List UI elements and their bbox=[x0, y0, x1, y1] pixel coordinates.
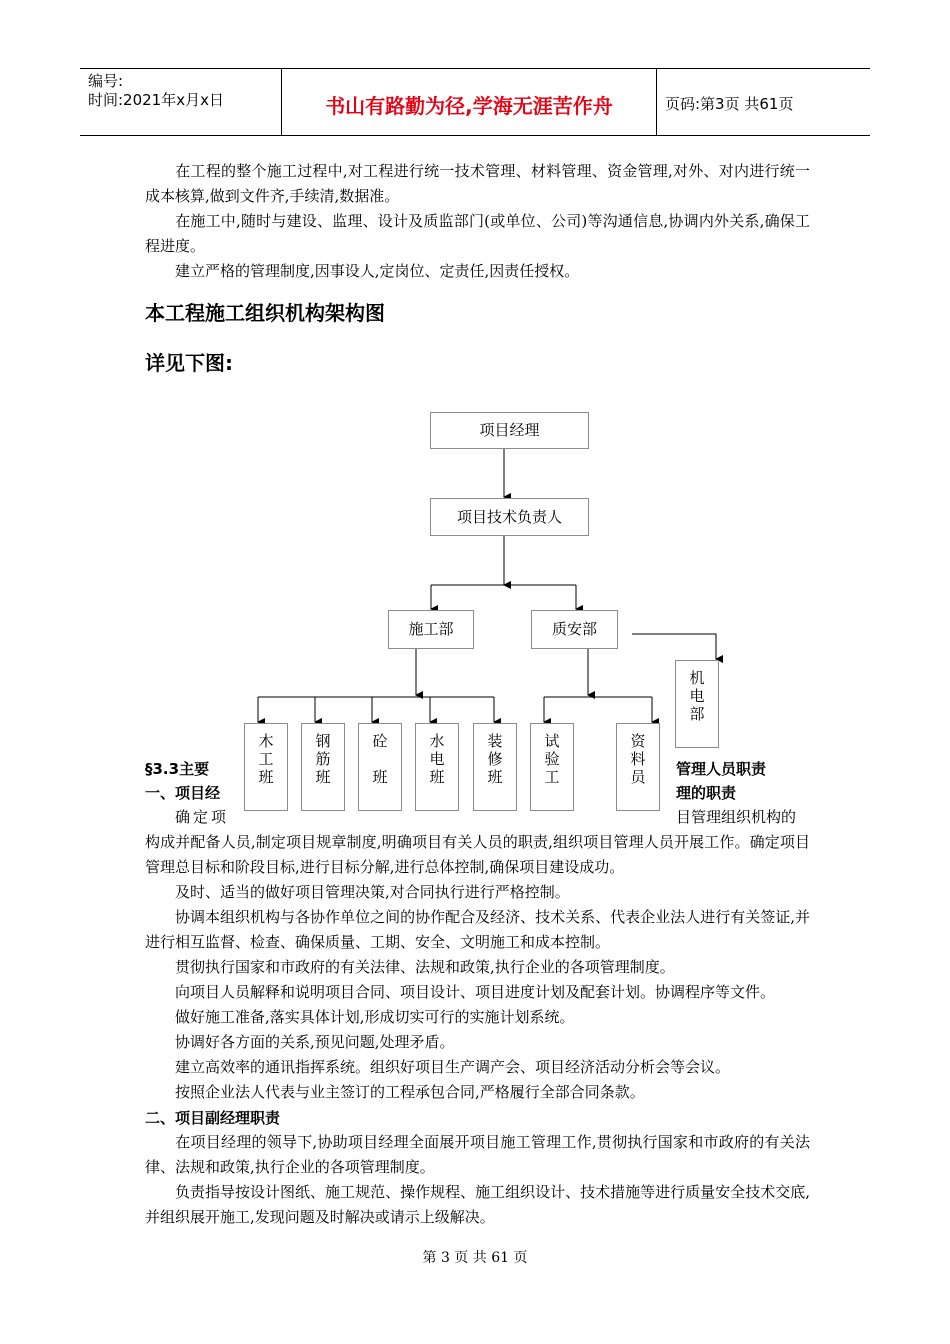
section-title-left: §3.3主要 bbox=[145, 760, 210, 778]
org-node-construction-dept: 施工部 bbox=[388, 610, 474, 649]
manager-duty: 向项目人员解释和说明项目合同、项目设计、项目进度计划及配套计划。协调程序等文件。 bbox=[175, 983, 776, 1001]
org-node-team: 试 验 工 bbox=[530, 723, 574, 811]
org-node-team: 木 工 班 bbox=[244, 723, 288, 811]
duty-first-line-right: 目管理组织机构的 bbox=[676, 808, 797, 826]
intro-paragraph: 在工程的整个施工过程中,对工程进行统一技术管理、材料管理、资金管理,对外、对内进行统一成本核算,做到文件齐,手续清,数据准。 bbox=[145, 162, 810, 205]
manager-duty: 贯彻执行国家和市政府的有关法律、法规和政策,执行企业的各项管理制度。 bbox=[175, 958, 675, 976]
heading-see-below: 详见下图: bbox=[145, 351, 233, 375]
org-node-mech-dept: 机 电 部 bbox=[675, 660, 719, 748]
page-footer: 第 3 页 共 61 页 bbox=[422, 1250, 528, 1266]
manager-duty: 及时、适当的做好项目管理决策,对合同执行进行严格控制。 bbox=[175, 883, 570, 901]
header-page-info: 页码:第3页 共61页 bbox=[665, 95, 794, 113]
manager-duty: 按照企业法人代表与业主签订的工程承包合同,严格履行全部合同条款。 bbox=[175, 1083, 645, 1101]
org-node-team: 资 料 员 bbox=[616, 723, 660, 811]
heading-org-chart: 本工程施工组织机构架构图 bbox=[145, 301, 385, 325]
connector-mech bbox=[632, 634, 716, 659]
intro-paragraph: 建立严格的管理制度,因事设人,定岗位、定责任,因责任授权。 bbox=[175, 262, 580, 280]
org-node-team: 水 电 班 bbox=[415, 723, 459, 811]
org-node-team: 砼 班 bbox=[358, 723, 402, 811]
time-label: 时间:2021年x月x日 bbox=[88, 91, 224, 109]
manager-duty: 构成并配备人员,制定项目规章制度,明确项目有关人员的职责,组织项目管理人员开展工作。确定项目管理总目标和阶段目标,进行目标分解,进行总体控制,确保项目建设成功。 bbox=[145, 833, 810, 876]
section-title-right: 管理人员职责 bbox=[676, 760, 767, 778]
org-node-quality-dept: 质安部 bbox=[531, 610, 618, 649]
section-sub-left: 一、项目经 bbox=[145, 784, 221, 802]
section-sub-right: 理的职责 bbox=[676, 784, 737, 802]
code-label: 编号: bbox=[88, 72, 124, 90]
header-slogan: 书山有路勤为径,学海无涯苦作舟 bbox=[325, 94, 613, 118]
manager-duty: 做好施工准备,落实具体计划,形成切实可行的实施计划系统。 bbox=[175, 1008, 575, 1026]
heading-deputy-duties: 二、项目副经理职责 bbox=[145, 1109, 281, 1127]
deputy-duty: 在项目经理的领导下,协助项目经理全面展开项目施工管理工作,贯彻执行国家和市政府的有关法律、法规和政策,执行企业的各项管理制度。 bbox=[145, 1133, 810, 1176]
deputy-duty: 负责指导按设计图纸、施工规范、操作规程、施工组织设计、技术措施等进行质量安全技术交底,并组织展开施工,发现问题及时解决或请示上级解决。 bbox=[145, 1183, 810, 1226]
manager-duty: 建立高效率的通讯指挥系统。组织好项目生产调产会、项目经济活动分析会等会议。 bbox=[175, 1058, 731, 1076]
org-node-team: 钢 筋 班 bbox=[301, 723, 345, 811]
intro-paragraph: 在施工中,随时与建设、监理、设计及质监部门(或单位、公司)等沟通信息,协调内外关系,确保工程进度。 bbox=[145, 212, 810, 255]
duty-first-line-left: 确定项 bbox=[175, 808, 230, 826]
org-node-tech-lead: 项目技术负责人 bbox=[430, 498, 589, 536]
org-node-team: 装 修 班 bbox=[473, 723, 517, 811]
manager-duty: 协调好各方面的关系,预见问题,处理矛盾。 bbox=[175, 1033, 455, 1051]
org-node-project-manager: 项目经理 bbox=[430, 412, 589, 449]
manager-duty: 协调本组织机构与各协作单位之间的协作配合及经济、技术关系、代表企业法人进行有关签证,并进行相互监督、检查、确保质量、工期、安全、文明施工和成本控制。 bbox=[145, 908, 810, 951]
